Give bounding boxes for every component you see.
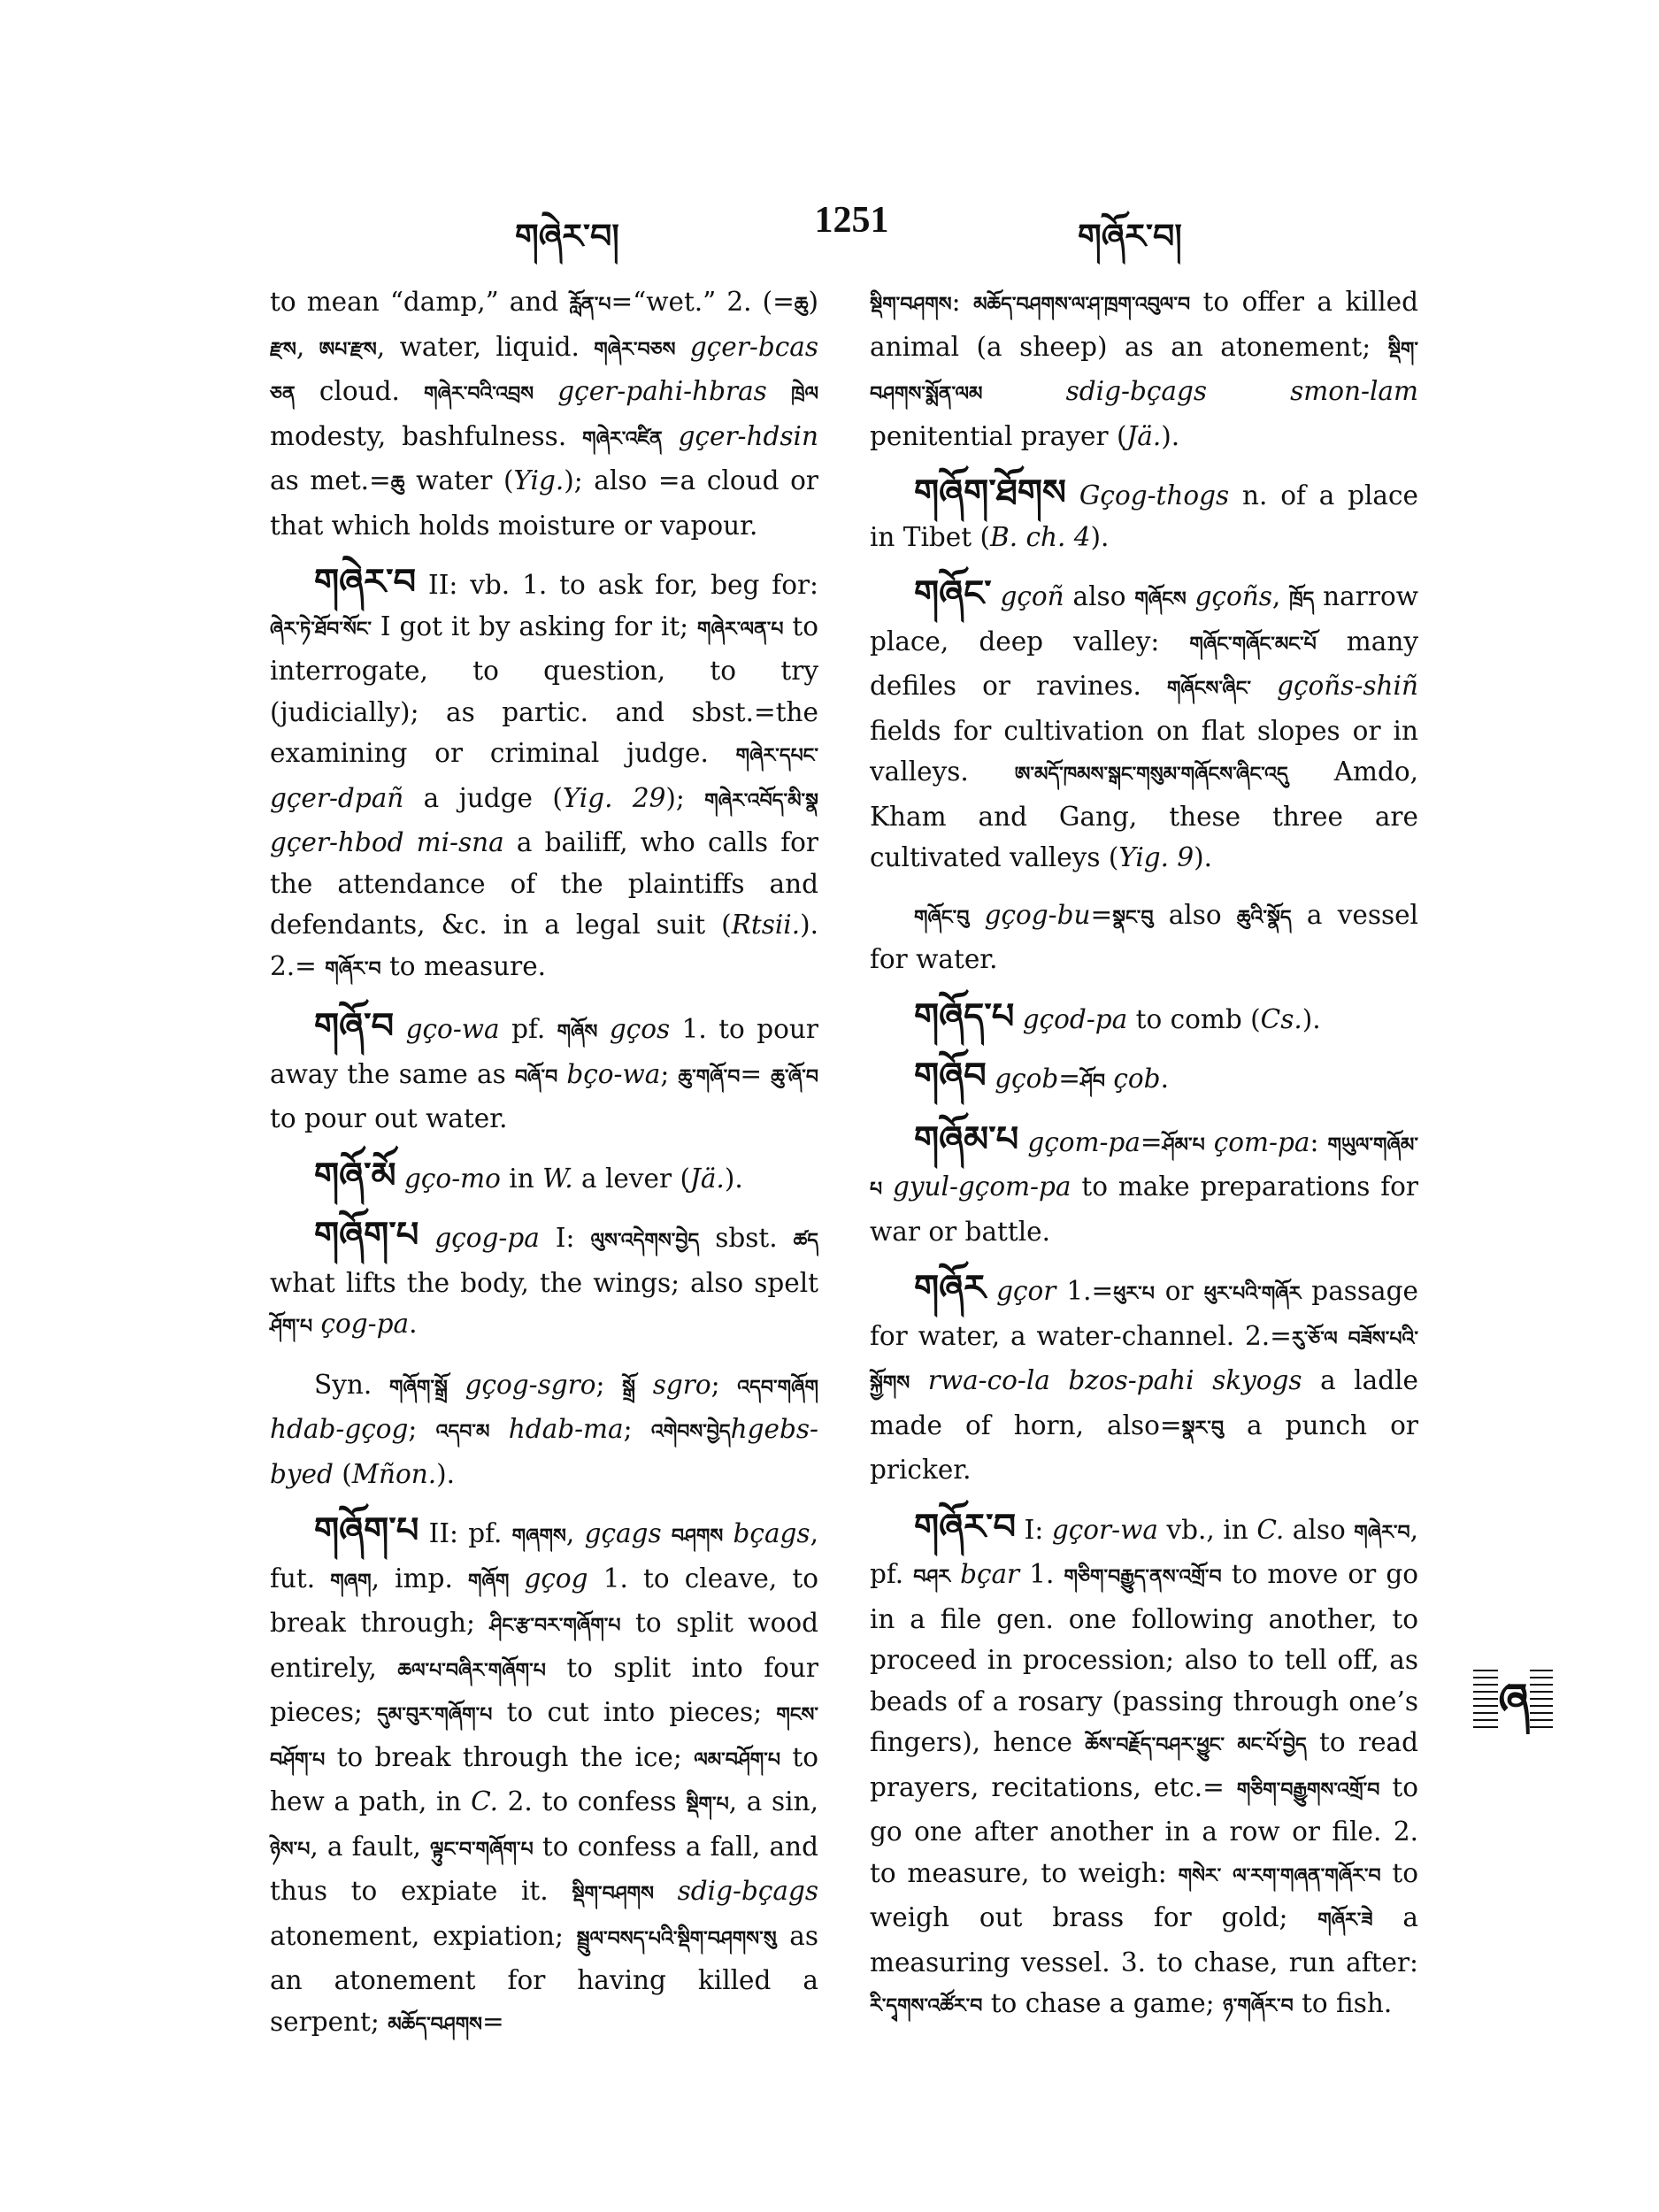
dictionary-entry: གཞོམ་པ gçom-pa=ཤོམ་པ çom-pa: གཡུལ་གཞོམ་པ gyul-gçom-pa to make preparations for war or battle. (870, 1118, 1418, 1247)
right-column (870, 281, 1418, 2044)
thumb-index-tab (1473, 1663, 1553, 1734)
page-header (265, 199, 1438, 256)
dictionary-entry: གཞོག་ཐོགས Gçog-thogs n. of a place in Tibet (B. ch. 4). (870, 472, 1418, 552)
dictionary-entry: གཞོག་པ gçog-pa I: ལུས་འདེགས་བྱེད sbst. ཚད what lifts the body, the wings; also spelt ཤོག་པ çog-pa. (270, 1215, 818, 1339)
page-number: 1251 (814, 200, 889, 241)
dictionary-entry: སྡིག་བཤགས: མཆོད་བཤགས་ལ་ཤ་ཁྲག་འབུལ་བ to offer a killed animal (a sheep) as an atonement; སྡིག་བཤགས་སྨོན་ལམ sdig-bçags smon-lam penitential prayer (Jä.). (870, 287, 1418, 451)
dictionary-entry: Syn. གཞོག་སྒྲོ gçog-sgro; སྒྲོ sgro; འདབ་གཞོག hdab-gçog; འདབ་མ hdab-ma; འགེབས་བྱེདhgebs-byed (Mñon.). (270, 1369, 818, 1489)
dictionary-entry: གཞོག་པ II: pf. གཞགས, gçags བཤགས bçags, fut. གཞག, imp. གཞོག gçog 1. to cleave, to break through; ཤིང་རྩ་བར་གཞོག་པ to split wood entirely, ཆལ་པ་བཞིར་གཞོག་པ to split into four pieces; དུམ་བུར་གཞོག་པ to cut into pieces; གངས་བཤོག་པ to break through the ice; ལམ་བཤོག་པ to hew a path, in C. 2. to confess སྡིག་པ, a sin, ཉེས་པ, a fault, ལྟུང་བ་གཞོག་པ to confess a fall, and thus to expiate it. སྡིག་བཤགས sdig-bçags atonement, expiation; སྦྲུལ་བསད་པའི་སྡིག་བཤགས་སུ as an atonement for having killed a serpent; མཆོད་བཤགས= (270, 1510, 819, 2037)
dictionary-entry: གཞོབ gçob=ཤོབ çob. (914, 1056, 1169, 1096)
dictionary-entry: to mean “damp,” and རློན་པ=“wet.” 2. (=ཆུ) རྫས, ཨཔ་རྫས, water, liquid. གཞེར་བཅས gçer-bcas ཅན cloud. གཞེར་བའི་འབྲས gçer-pahi-hbras ཁྲེལ modesty, bashfulness. གཞེར་འཛིན gçer-hdsin as met.=ཆུ water (Yig.); also =a cloud or that which holds moisture or vapour. (270, 287, 819, 541)
header-left-word: གཞེར་བ། (515, 217, 619, 256)
dictionary-entry: གཞོར་བ I: gçor-wa vb., in C. also གཞེར་བ, pf. བཤར bçar 1. གཅིག་བརྒྱུད་ནས་འགྲོ་བ to move or go in a file gen. one following another, to proceed in procession; also to tell off, as beads of a rosary (passing through one’s fingers), hence ཆོས་བརྗོད་བཤར་ཕྱུང་ མང་པོ་བྱེད to read prayers, recitations, etc.= གཅིག་བརྒྱུགས་འགྲོ་བ to go one after another in a row or file. 2. to measure, to weigh: གསེར་ ལ་རག་གཞན་གཞོར་བ to weigh out brass for gold; གཞོར་ཟེ a measuring vessel. 3. to chase, run after: རི་དྭགས་འཚོར་བ to chase a game; ཉ་གཞོར་བ to fish. (870, 1506, 1419, 2018)
dictionary-entry: གཞོང་བུ gçog-bu=སྣང་བུ also ཆུའི་སྣོད a vessel for water. (870, 899, 1418, 974)
dictionary-entry: གཞོ་མོ gço-mo in W. a lever (Jä.). (314, 1155, 743, 1196)
thumb-index-glyph: ཞ (1498, 1674, 1530, 1725)
dictionary-entry: གཞེར་བ II: vb. 1. to ask for, beg for: ཞེར་ཏེ་ཐོབ་སོང་ I got it by asking for it; གཞེར་ལན་པ to interrogate, to question, to try (judicially); as partic. and sbst.=the examining or criminal judge. གཞེར་དཔང་ gçer-dpañ a judge (Yig. 29); གཞེར་འབོད་མི་སྣ gçer-hbod mi-sna a bailiff, who calls for the attendance of the plaintiffs and defendants, &c. in a legal suit (Rtsii.). 2.= གཞོར་བ to measure. (270, 562, 818, 981)
left-column (270, 281, 818, 2062)
header-right-word: གཞོར་བ། (1078, 217, 1182, 256)
dictionary-entry: གཞོར gçor 1.=ཕུར་པ or ཕུར་པའི་གཞོར passage for water, a water-channel. 2.=རུ་ཅོ་ལ བཟོས་པའི་སྐྱོགས rwa-co-la bzos-pahi skyogs a ladle made of horn, also=སྣར་བུ a punch or pricker. (870, 1268, 1418, 1485)
dictionary-entry: གཞོད་པ gçod-pa to comb (Cs.). (914, 995, 1321, 1037)
dictionary-entry: གཞོང་ gçoñ also གཞོངས gçoñs, ཁྲོད narrow place, deep valley: གཞོང་གཞོང་མང་པོ many defiles or ravines. གཞོངས་ཞིང་ gçoñs-shiñ fields for cultivation on flat slopes or in valleys. ཨ་མདོ་ཁམས་སྒང་གསུམ་གཞོངས་ཞིང་འདུ Amdo, Kham and Gang, these three are cultivated valleys (Yig. 9). (870, 573, 1419, 872)
dictionary-entry: གཞོ་བ gço-wa pf. གཞོས gços 1. to pour away the same as བཞོ་བ bço-wa; ཆུ་གཞོ་བ= ཆུ་ཞོ་བ to pour out water. (270, 1006, 818, 1133)
